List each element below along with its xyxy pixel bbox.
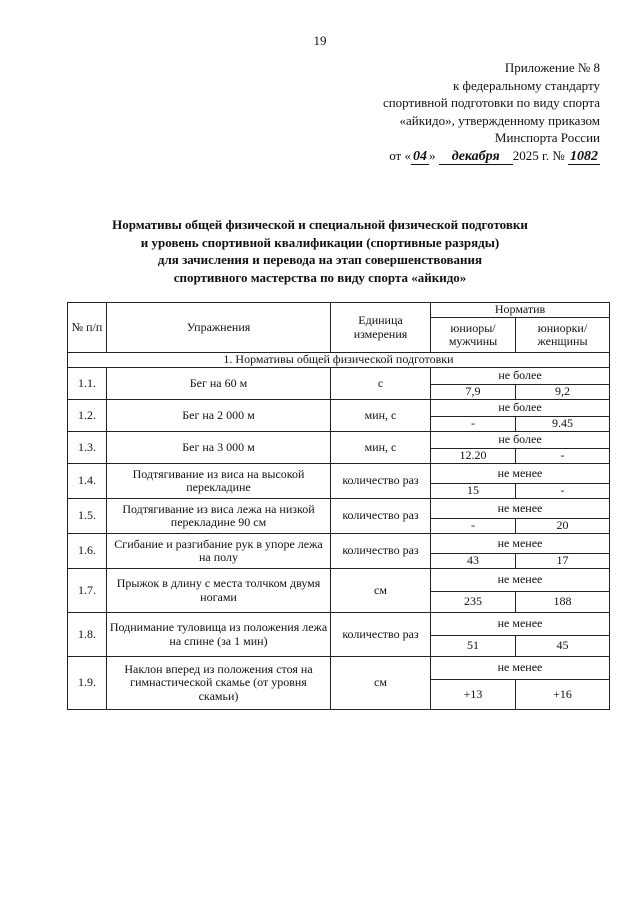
norms-table <box>67 302 610 710</box>
title-line: спортивного мастерства по виду спорта «айкидо» <box>173 269 467 285</box>
table-row <box>68 499 610 519</box>
row-male-value: 7,9 <box>431 385 516 400</box>
row-female-value: +16 <box>516 680 610 710</box>
row-unit: мин, с <box>331 432 431 464</box>
row-exercise: Подтягивание из виса лежа на низкой перекладине 90 см <box>107 499 331 534</box>
row-exercise: Бег на 3 000 м <box>107 432 331 464</box>
table-row <box>68 400 610 417</box>
title-line: и уровень спортивной квалификации (спортивные разряды) <box>140 234 500 250</box>
row-exercise: Наклон вперед из положения стоя на гимнастической скамье (от уровня скамьи) <box>107 657 331 710</box>
row-female-value: - <box>516 484 610 499</box>
row-male-value: +13 <box>431 680 516 710</box>
row-condition: не менее <box>431 534 610 554</box>
row-unit: с <box>331 368 431 400</box>
row-exercise: Подтягивание из виса на высокой перекладине <box>107 464 331 499</box>
table-row <box>68 613 610 636</box>
table-row <box>68 657 610 680</box>
row-female-value: 20 <box>516 519 610 534</box>
row-num: 1.4. <box>68 464 107 499</box>
row-unit: мин, с <box>331 400 431 432</box>
row-male-value: 235 <box>431 592 516 613</box>
date-prefix: от « <box>389 147 411 163</box>
appendix-line: спортивной подготовки по виду спорта <box>382 95 600 111</box>
row-condition: не менее <box>431 464 610 484</box>
row-exercise: Бег на 60 м <box>107 368 331 400</box>
order-date-line <box>300 147 600 165</box>
row-unit: количество раз <box>331 613 431 657</box>
appendix-header <box>300 59 600 165</box>
row-male-value: - <box>431 417 516 432</box>
row-num: 1.3. <box>68 432 107 464</box>
table-row <box>68 534 610 554</box>
row-unit: см <box>331 569 431 613</box>
row-exercise: Прыжок в длину с места толчком двумя ногами <box>107 569 331 613</box>
row-unit: количество раз <box>331 499 431 534</box>
header-unit: Единица измерения <box>331 303 431 353</box>
row-condition: не менее <box>431 657 610 680</box>
row-condition: не более <box>431 432 610 449</box>
row-male-value: 15 <box>431 484 516 499</box>
row-num: 1.2. <box>68 400 107 432</box>
row-num: 1.9. <box>68 657 107 710</box>
section-title: 1. Нормативы общей физической подготовки <box>68 353 610 368</box>
row-female-value: 45 <box>516 636 610 657</box>
header-num: № п/п <box>68 303 107 353</box>
row-condition: не менее <box>431 499 610 519</box>
row-num: 1.5. <box>68 499 107 534</box>
appendix-line: Приложение № 8 <box>504 60 600 75</box>
header-norm: Норматив <box>431 303 610 318</box>
row-unit: см <box>331 657 431 710</box>
section-row <box>68 353 610 368</box>
row-condition: не более <box>431 400 610 417</box>
row-unit: количество раз <box>331 534 431 569</box>
title-line: Нормативы общей физической и специальной физической подготовки <box>112 217 528 232</box>
date-year: 2025 г. № <box>512 147 565 163</box>
row-num: 1.6. <box>68 534 107 569</box>
row-exercise: Бег на 2 000 м <box>107 400 331 432</box>
appendix-line: Минспорта России <box>494 130 600 146</box>
row-unit: количество раз <box>331 464 431 499</box>
row-female-value: - <box>516 449 610 464</box>
date-mid: » <box>428 147 436 163</box>
row-male-value: 43 <box>431 554 516 569</box>
appendix-line: к федеральному стандарту <box>452 77 600 93</box>
row-condition: не более <box>431 368 610 385</box>
row-female-value: 9,2 <box>516 385 610 400</box>
header-exercise: Упражнения <box>107 303 331 353</box>
page-number: 19 <box>313 33 327 48</box>
row-male-value: 51 <box>431 636 516 657</box>
header-juniors-f: юниорки/ женщины <box>516 318 610 353</box>
order-number: 1082 <box>570 148 598 164</box>
date-day: 04 <box>412 148 427 164</box>
table-row <box>68 569 610 592</box>
row-female-value: 188 <box>516 592 610 613</box>
table-row <box>68 432 610 449</box>
row-exercise: Поднимание туловища из положения лежа на спине (за 1 мин) <box>107 613 331 657</box>
header-row <box>68 303 610 318</box>
row-condition: не менее <box>431 569 610 592</box>
row-num: 1.8. <box>68 613 107 657</box>
row-num: 1.7. <box>68 569 107 613</box>
row-condition: не менее <box>431 613 610 636</box>
row-exercise: Сгибание и разгибание рук в упоре лежа на полу <box>107 534 331 569</box>
document-title <box>40 216 600 286</box>
appendix-line: «айкидо», утвержденному приказом <box>399 112 600 128</box>
header-juniors-m: юниоры/ мужчины <box>431 318 516 353</box>
row-female-value: 9.45 <box>516 417 610 432</box>
row-male-value: 12.20 <box>431 449 516 464</box>
row-num: 1.1. <box>68 368 107 400</box>
title-line: для зачисления и перевода на этап совершенствования <box>157 252 483 267</box>
date-month: декабря <box>439 150 513 165</box>
table-row <box>68 464 610 484</box>
row-female-value: 17 <box>516 554 610 569</box>
row-male-value: - <box>431 519 516 534</box>
table-row <box>68 368 610 385</box>
